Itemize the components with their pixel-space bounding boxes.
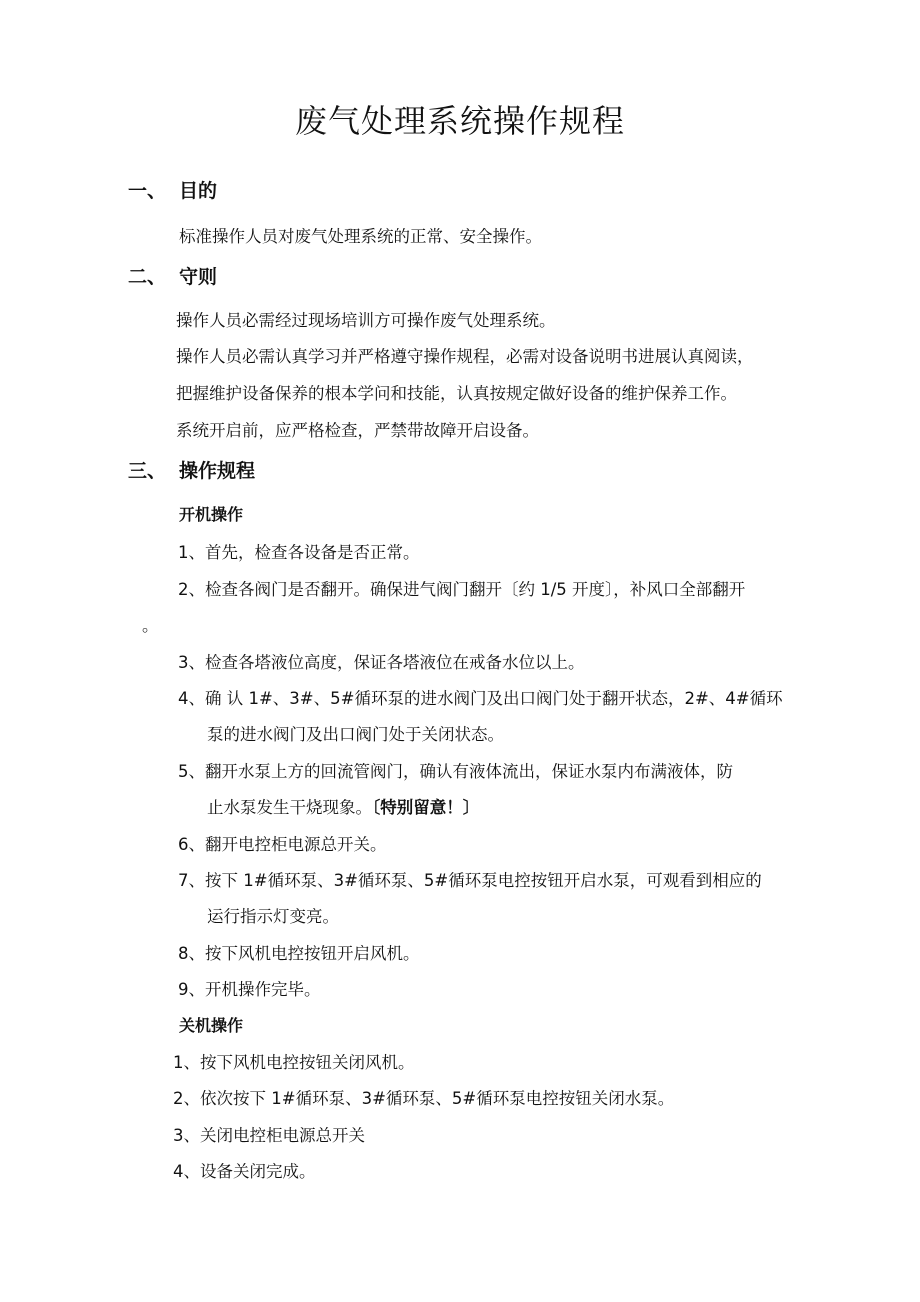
special-attention-note: 〔特别留意！〕 bbox=[372, 798, 480, 817]
startup-step-continuation: 。 bbox=[142, 616, 159, 635]
startup-step-continuation: 运行指示灯变亮。 bbox=[207, 907, 339, 926]
section-number: 二、 bbox=[128, 266, 167, 288]
startup-step: 2、检查各阀门是否翻开。确保进气阀门翻开〔约 1/5 开度〕，补风口全部翻开 bbox=[178, 580, 746, 599]
document-title: 废气处理系统操作规程 bbox=[294, 102, 625, 140]
startup-step-continuation bbox=[207, 794, 479, 818]
startup-step: 7、按下 1#循环泵、3#循环泵、5#循环泵电控按钮开启水泵，可观看到相应的 bbox=[178, 871, 762, 890]
startup-subheading: 开机操作 bbox=[179, 505, 244, 524]
startup-step: 5、翻开水泵上方的回流管阀门，确认有液体流出，保证水泵内布满液体，防 bbox=[178, 762, 733, 781]
shutdown-step: 4、设备关闭完成。 bbox=[173, 1162, 316, 1181]
section-heading-procedure bbox=[128, 456, 255, 483]
section-title: 目的 bbox=[179, 180, 218, 202]
startup-step: 6、翻开电控柜电源总开关。 bbox=[178, 835, 387, 854]
rules-line: 把握维护设备保养的根本学问和技能，认真按规定做好设备的维护保养工作。 bbox=[176, 384, 737, 403]
rules-line: 操作人员必需经过现场培训方可操作废气处理系统。 bbox=[176, 311, 556, 330]
section-number: 一、 bbox=[128, 180, 167, 202]
startup-step: 9、开机操作完毕。 bbox=[178, 980, 321, 999]
rules-line: 系统开启前，应严格检查，严禁带故障开启设备。 bbox=[176, 421, 539, 440]
shutdown-subheading: 关机操作 bbox=[179, 1016, 244, 1035]
purpose-text: 标准操作人员对废气处理系统的正常、安全操作。 bbox=[179, 227, 542, 246]
section-heading-rules bbox=[128, 262, 217, 289]
section-title: 守则 bbox=[179, 266, 218, 288]
shutdown-step: 1、按下风机电控按钮关闭风机。 bbox=[173, 1053, 415, 1072]
startup-step: 8、按下风机电控按钮开启风机。 bbox=[178, 944, 420, 963]
startup-step: 3、检查各塔液位高度，保证各塔液位在戒备水位以上。 bbox=[178, 653, 585, 672]
startup-step: 4、确 认 1#、3#、5#循环泵的进水阀门及出口阀门处于翻开状态，2#、4#循环 bbox=[178, 689, 783, 708]
startup-step: 1、首先，检查各设备是否正常。 bbox=[178, 543, 420, 562]
startup-step-continuation: 泵的进水阀门及出口阀门处于关闭状态。 bbox=[207, 725, 504, 744]
shutdown-step: 3、关闭电控柜电源总开关 bbox=[173, 1126, 365, 1145]
rules-line: 操作人员必需认真学习并严格遵守操作规程，必需对设备说明书进展认真阅读， bbox=[176, 347, 754, 366]
section-number: 三、 bbox=[128, 460, 167, 482]
section-title: 操作规程 bbox=[179, 460, 256, 482]
startup-step-text: 止水泵发生干烧现象。 bbox=[207, 798, 372, 817]
section-heading-purpose bbox=[128, 176, 217, 203]
shutdown-step: 2、依次按下 1#循环泵、3#循环泵、5#循环泵电控按钮关闭水泵。 bbox=[173, 1089, 675, 1108]
